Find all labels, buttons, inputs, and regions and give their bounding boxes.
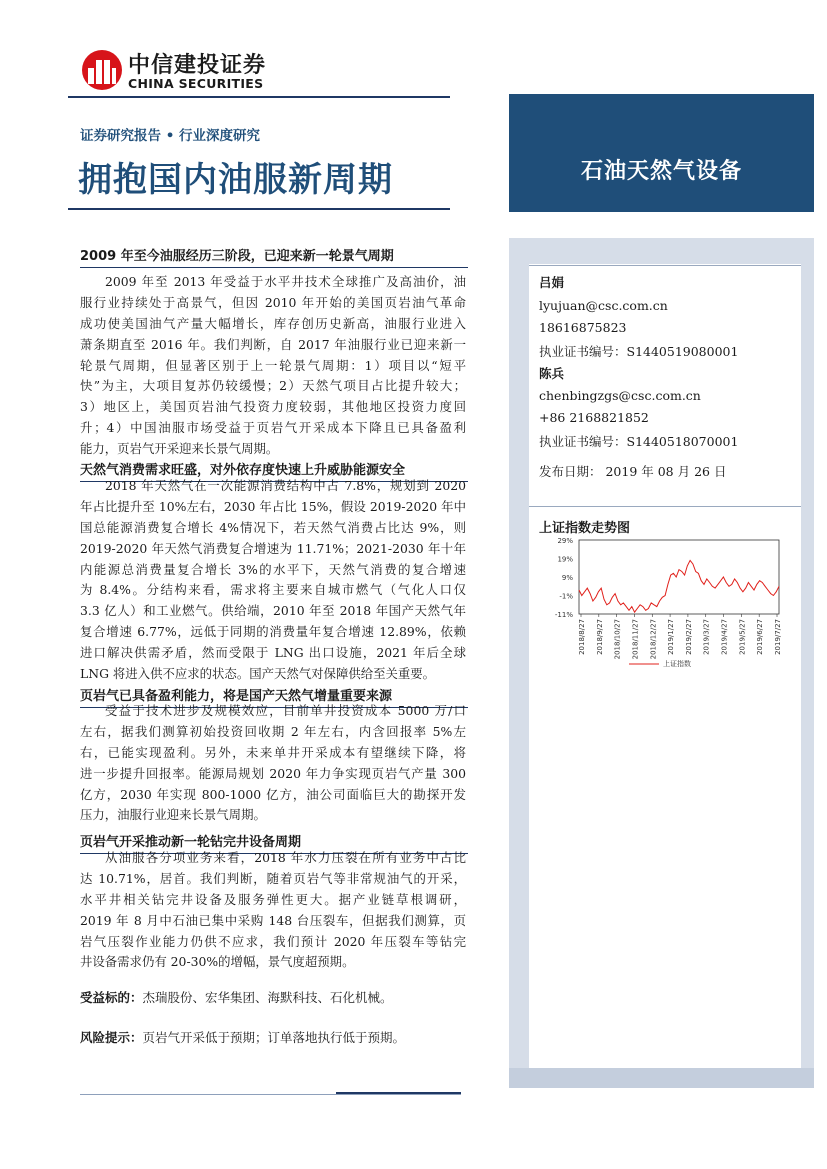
text-line: 内能源总消费量复合增长 3%的水平下，天然气消费的复合增速 — [80, 561, 466, 577]
logo-text-cn: 中信建投证券 — [128, 53, 267, 78]
section-paragraph — [80, 476, 466, 685]
beneficiaries — [80, 988, 393, 1006]
y-tick-label: 9% — [561, 574, 573, 582]
text-line: 服行业持续处于高景气，但因 2010 年开始的美国页岩油气革命 — [80, 294, 466, 310]
text-line: 井设备需求仍有 20-30%的增幅，景气度超预期。 — [80, 954, 355, 970]
x-tick-label: 2018/8/27 — [578, 619, 586, 655]
section-paragraph — [80, 272, 466, 460]
sector-label: 石油天然气设备 — [580, 159, 742, 184]
report-type: 证券研究报告 • 行业深度研究 — [80, 128, 261, 144]
analyst-email[interactable]: lyujuan@csc.com.cn — [539, 298, 668, 313]
risk-warning — [80, 1028, 405, 1046]
publish-date: 发布日期： 2019 年 08 月 26 日 — [539, 464, 727, 479]
beneficiaries-label: 受益标的： — [80, 990, 143, 1005]
text-line: 2019 年 8 月中石油已集中采购 148 台压裂车，但据我们测算，页 — [80, 912, 466, 928]
text-line: 受益于技术进步及规模效应，目前单井投资成本 5000 万/口 — [105, 703, 466, 718]
text-line: 2018 年天然气在一次能源消费结构中占 7.8%，规划到 2020 — [105, 478, 466, 493]
sidebar-rule — [529, 506, 801, 507]
sector-banner — [509, 94, 814, 212]
text-line: 进一步提升回报率。能源局规划 2020 年力争实现页岩气产量 300 — [80, 765, 466, 781]
index-chart — [539, 532, 795, 674]
text-line: 为 8.4%。分结构来看，需求将主要来自城市燃气（气化人口仅 — [80, 582, 466, 598]
analyst-phone: +86 2168821852 — [539, 410, 649, 425]
legend-label: 上证指数 — [663, 660, 691, 668]
analyst-phone: 18616875823 — [539, 320, 627, 335]
text-line: 国总能源消费复合增长 4%情况下，若天然气消费占比达 9%，则 — [80, 519, 466, 535]
section-heading: 页岩气已具备盈利能力，将是国产天然气增量重要来源 — [80, 685, 468, 708]
header-rule — [68, 96, 450, 98]
text-line: 亿方，2030 年实现 800-1000 亿方，油公司面临巨大的勘探开发 — [80, 786, 466, 802]
page-title: 拥抱国内油服新周期 — [78, 160, 393, 200]
y-tick-label: -11% — [554, 611, 573, 619]
text-line: 成功使美国油气产量大幅增长，库存创历史新高，油服行业进入 — [80, 315, 466, 331]
text-line: 水平井相关钻完井设备及服务弹性更大。据产业链草根调研， — [80, 891, 466, 907]
x-tick-label: 2018/9/27 — [595, 619, 604, 655]
logo-text-en: CHINA SECURITIES — [128, 76, 264, 91]
beneficiaries-text: 杰瑞股份、宏华集团、海默科技、石化机械。 — [142, 990, 393, 1005]
company-logo-mark — [80, 48, 124, 92]
section-paragraph — [80, 701, 466, 826]
section-paragraph — [80, 848, 466, 973]
y-tick-label: -1% — [559, 592, 573, 601]
title-rule — [68, 208, 450, 210]
x-tick-label: 2019/5/27 — [738, 619, 747, 655]
chart-title: 上证指数走势图 — [539, 521, 631, 536]
text-line: 3）地区上，美国页岩油气投资力度较弱，其他地区投资力度回 — [80, 399, 466, 415]
text-line: 3.3 亿人）和工业燃气。供给端，2010 年至 2018 年国产天然气年 — [80, 603, 466, 619]
analyst-name: 陈兵 — [539, 366, 565, 381]
company-logo — [80, 48, 290, 94]
section-heading: 页岩气开采推动新一轮钻完井设备周期 — [80, 831, 468, 854]
text-line: LNG 将进入供不应求的状态。国产天然气对保障供给至关重要。 — [80, 666, 436, 682]
x-tick-label: 2018/10/27 — [613, 619, 622, 660]
text-line: 升；4）中国油服市场受益于页岩气开采成本下降且已具备盈利 — [80, 420, 466, 436]
x-tick-label: 2019/7/27 — [774, 619, 782, 655]
text-line: 2019-2020 年天然气消费复合增速为 11.71%；2021-2030 年十年 — [80, 540, 466, 556]
series-line-shanghai-index — [579, 560, 779, 612]
x-tick-label: 2018/12/27 — [649, 619, 658, 660]
x-tick-label: 2018/11/27 — [631, 619, 640, 660]
text-line: 轮景气周期，但显著区别于上一轮景气周期：1）项目以“短平 — [80, 357, 466, 373]
text-line: 压力，油服行业迎来长景气周期。 — [80, 807, 266, 823]
x-tick-label: 2019/3/27 — [702, 619, 711, 655]
x-tick-label: 2019/1/27 — [667, 619, 676, 655]
footer-rule-accent — [336, 1092, 461, 1094]
analyst-email[interactable]: chenbingzgs@csc.com.cn — [539, 388, 701, 403]
analyst-name: 吕娟 — [539, 275, 565, 290]
text-line: 能力，页岩气开采迎来长景气周期。 — [80, 441, 279, 457]
risk-label: 风险提示： — [80, 1030, 143, 1045]
text-line: 左右，据我们测算初始投资回收期 2 年左右，内含回报率 5%左 — [80, 723, 466, 739]
y-tick-label: 29% — [557, 537, 573, 545]
text-line: 萧条期直至 2016 年。我们判断，自 2017 年油服行业已迎来新一 — [80, 336, 466, 352]
analyst-cert: 执业证书编号：S1440518070001 — [539, 434, 739, 449]
sidebar-footer-band — [509, 1068, 814, 1088]
section-heading: 2009 年至今油服经历三阶段，已迎来新一轮景气周期 — [80, 245, 468, 268]
text-line: 快”为主，大项目复苏仍较缓慢；2）天然气项目占比提升较大； — [80, 378, 466, 394]
text-line: 岩气压裂作业能力仍供不应求，我们预计 2020 年压裂车等钻完 — [80, 933, 466, 949]
x-tick-label: 2019/6/27 — [756, 619, 765, 655]
section-heading: 天然气消费需求旺盛，对外依存度快速上升威胁能源安全 — [80, 459, 468, 482]
text-line: 年占比提升至 10%左右，2030 年占比 15%，假设 2019-2020 年中 — [80, 498, 466, 514]
risk-text: 页岩气开采低于预期；订单落地执行低于预期。 — [142, 1030, 406, 1045]
text-line: 达 10.71%，居首。我们判断，随着页岩气等非常规油气的开采， — [80, 870, 466, 886]
y-tick-label: 19% — [557, 555, 573, 564]
text-line: 右，已能实现盈利。另外，未来单井开采成本有望继续下降，将 — [80, 744, 466, 760]
x-tick-label: 2019/2/27 — [684, 619, 693, 655]
text-line: 从油服各分项业务来看，2018 年水力压裂在所有业务中占比 — [105, 850, 466, 865]
sidebar-rule — [529, 265, 801, 266]
x-tick-label: 2019/4/27 — [720, 619, 729, 655]
text-line: 复合增速 6.77%，远低于同期的消费量年复合增速 12.89%，依赖 — [80, 624, 466, 640]
text-line: 进口解决供需矛盾，然而受限于 LNG 出口设施，2021 年后全球 — [80, 645, 466, 661]
analyst-cert: 执业证书编号：S1440519080001 — [539, 344, 739, 359]
footer-rule — [80, 1094, 461, 1095]
text-line: 2009 年至 2013 年受益于水平井技术全球推广及高油价，油 — [105, 274, 466, 289]
